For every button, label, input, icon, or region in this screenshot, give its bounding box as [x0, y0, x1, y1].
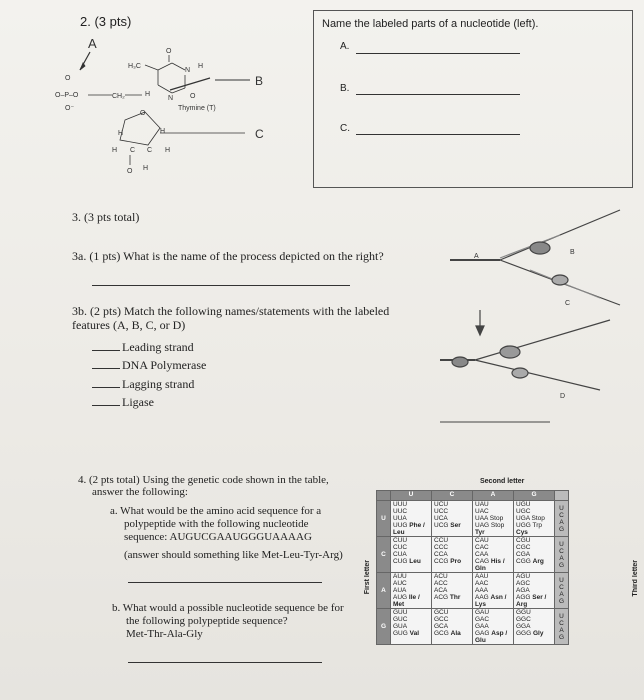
genetic-code-table	[376, 490, 569, 645]
svg-text:O: O	[166, 48, 172, 55]
cell-ag: AGU AGC AGA AGG Ser / Arg	[514, 573, 555, 609]
svg-text:H: H	[112, 147, 118, 154]
svg-text:H: H	[145, 91, 151, 98]
third-letter-label: Third letter	[632, 560, 639, 597]
q2-blank-a[interactable]	[356, 53, 520, 54]
q2-label-a: A.	[340, 41, 350, 52]
q3-title: 3. (3 pts total)	[72, 210, 140, 224]
q4a-4: (answer should something like Met-Leu-Tyr-Arg)	[124, 549, 343, 561]
diagram-label-c2: C	[565, 300, 571, 307]
second-letter-label: Second letter	[480, 478, 525, 485]
cell-gg: GGU GGC GGA GGG Gly	[514, 609, 555, 645]
q4b-1: b. What would a possible nucleotide sequence be for	[112, 602, 344, 614]
q4a-1: a. What would be the amino acid sequence for a	[110, 505, 322, 517]
nucleotide-diagram	[50, 30, 290, 190]
svg-text:H: H	[118, 130, 124, 137]
cell-ca: CAU CAC CAA CAG His / Gln	[473, 537, 514, 573]
third-g: U C A G	[555, 609, 569, 645]
cell-au: AUU AUC AUA AUG Ile / Met	[391, 573, 432, 609]
svg-text:C: C	[147, 147, 153, 154]
svg-text:Thymine (T): Thymine (T)	[178, 105, 216, 112]
q4b-answer-line[interactable]	[128, 662, 322, 663]
row-c: C	[377, 537, 391, 573]
cell-ga: GAU GAC GAA GAG Asp / Glu	[473, 609, 514, 645]
col-g: G	[514, 491, 555, 501]
q2-number: 2. (3 pts)	[80, 14, 132, 29]
q4b-3: Met-Thr-Ala-Gly	[126, 628, 203, 640]
third-u: U C A G	[555, 501, 569, 537]
cell-cu: CUU CUC CUA CUG Leu	[391, 537, 432, 573]
svg-text:O: O	[190, 93, 196, 100]
svg-text:N: N	[185, 67, 191, 74]
col-c: C	[432, 491, 473, 501]
q3a-answer-line[interactable]	[92, 285, 350, 286]
cell-uu: UUU UUC UUA UUG Phe / Leu	[391, 501, 432, 537]
cell-ac: ACU ACC ACA ACG Thr	[432, 573, 473, 609]
diagram-label-d2: D	[560, 393, 566, 400]
diagram-label-b2: B	[570, 249, 575, 256]
row-u: U	[377, 501, 391, 537]
svg-text:O⁻: O⁻	[65, 105, 75, 112]
svg-text:O–P–O: O–P–O	[55, 92, 79, 99]
q2-box-title: Name the labeled parts of a nucleotide (left).	[322, 18, 539, 30]
diagram-label-a2: A	[474, 253, 479, 260]
cell-ua: UAU UAC UAA Stop UAG Stop Tyr	[473, 501, 514, 537]
col-a: A	[473, 491, 514, 501]
third-c: U C A G	[555, 537, 569, 573]
svg-text:C: C	[255, 127, 264, 141]
row-a: A	[377, 573, 391, 609]
q3a-question: 3a. (1 pts) What is the name of the process depicted on the right?	[72, 249, 384, 263]
q2-blank-b[interactable]	[356, 94, 520, 95]
q3b-item-1[interactable]: Leading strand	[92, 340, 194, 355]
svg-text:N: N	[168, 95, 174, 102]
svg-text:H: H	[165, 147, 171, 154]
diagram-label-a: A	[88, 36, 97, 51]
svg-text:H: H	[198, 63, 204, 70]
q2-blank-c[interactable]	[356, 134, 520, 135]
q2-answer-box	[313, 10, 633, 188]
cell-aa: AAU AAC AAA AAG Asn / Lys	[473, 573, 514, 609]
svg-text:H: H	[160, 128, 166, 135]
first-letter-label: First letter	[364, 560, 371, 595]
cell-gu: GUU GUC GUA GUG Val	[391, 609, 432, 645]
q3b-item-2[interactable]: DNA Polymerase	[92, 358, 206, 373]
q4a-3: sequence: AUGUCGAAUGGGUAAAAG	[124, 531, 312, 543]
row-g: G	[377, 609, 391, 645]
col-u: U	[391, 491, 432, 501]
q4-line1: 4. (2 pts total) Using the genetic code shown in the table,	[78, 474, 329, 486]
q4a-2: polypeptide with the following nucleotide	[124, 518, 309, 530]
svg-text:H₃C: H₃C	[128, 63, 141, 70]
svg-text:H: H	[143, 165, 149, 172]
svg-text:O: O	[65, 75, 71, 82]
replication-diagram	[440, 190, 640, 440]
q4b-2: the following polypeptide sequence?	[126, 615, 288, 627]
svg-text:CH₂: CH₂	[112, 93, 125, 100]
q3b-question-1: 3b. (2 pts) Match the following names/statements with the labeled	[72, 304, 390, 318]
third-a: U C A G	[555, 573, 569, 609]
cell-cg: CGU CGC CGA CGG Arg	[514, 537, 555, 573]
svg-text:O: O	[140, 110, 146, 117]
q3b-question-2: features (A, B, C, or D)	[72, 318, 186, 332]
q3b-item-3[interactable]: Lagging strand	[92, 377, 194, 392]
q3b-item-4[interactable]: Ligase	[92, 395, 154, 410]
cell-uc: UCU UCC UCA UCG Ser	[432, 501, 473, 537]
svg-text:C: C	[130, 147, 136, 154]
q4-line2: answer the following:	[92, 486, 188, 498]
q4a-answer-line[interactable]	[128, 582, 322, 583]
q2-label-b: B.	[340, 83, 350, 94]
cell-ug: UGU UGC UGA Stop UGG Trp Cys	[514, 501, 555, 537]
cell-cc: CCU CCC CCA CCG Pro	[432, 537, 473, 573]
svg-text:B: B	[255, 74, 264, 88]
q2-label-c: C.	[340, 123, 350, 134]
cell-gc: GCU GCC GCA GCG Ala	[432, 609, 473, 645]
svg-text:O: O	[127, 168, 133, 175]
